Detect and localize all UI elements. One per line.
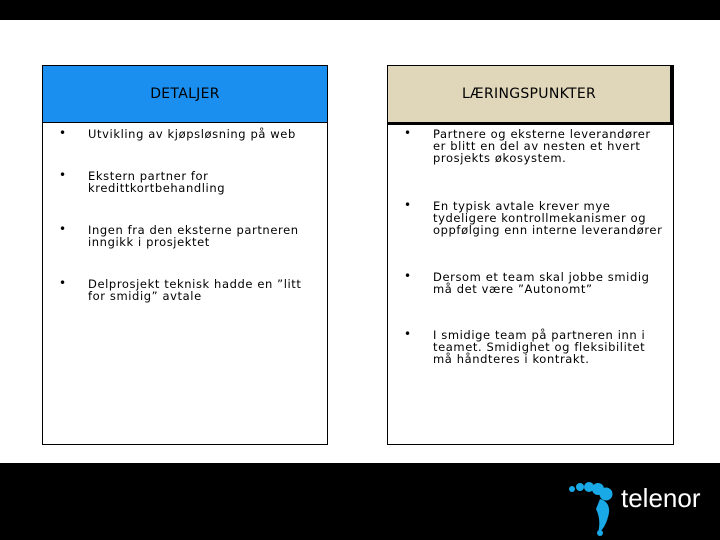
details-panel-title: DETALJER <box>43 66 327 123</box>
details-panel: DETALJER • Utvikling av kjøpsløsning på web • Ekstern partner for kredittkortbehandling • Ingen fra den eksterne partneren inngikk i prosjektet • Delprosjekt teknisk hadde en ”litt for smidig” avtale <box>42 65 328 445</box>
bullet-icon: • <box>404 198 412 212</box>
learning-points-panel: LÆRINGSPUNKTER • Partnere og eksterne leverandører er blitt en del av nesten et hvert prosjekts økosystem. • En typisk avtale krever mye tydeligere kontrollmekanismer og oppfølging enn interne leverandører • Dersom et team skal jobbe smidig må det være ”Autonomt” • I smidige team på partneren inn i teamet. Smidighet og fleksibilitet må håndteres i kontrakt. <box>387 65 674 445</box>
bullet-icon: • <box>404 126 412 140</box>
bullet-icon: • <box>404 269 412 283</box>
slide-canvas <box>0 20 720 463</box>
telenor-brand-text: telenor <box>621 483 701 513</box>
bullet-icon: • <box>404 327 412 341</box>
bullet-icon: • <box>59 126 67 140</box>
learning-points-panel-title: LÆRINGSPUNKTER <box>388 66 673 125</box>
bullet-icon: • <box>59 168 67 182</box>
bullet-icon: • <box>59 276 67 290</box>
bullet-icon: • <box>59 222 67 236</box>
